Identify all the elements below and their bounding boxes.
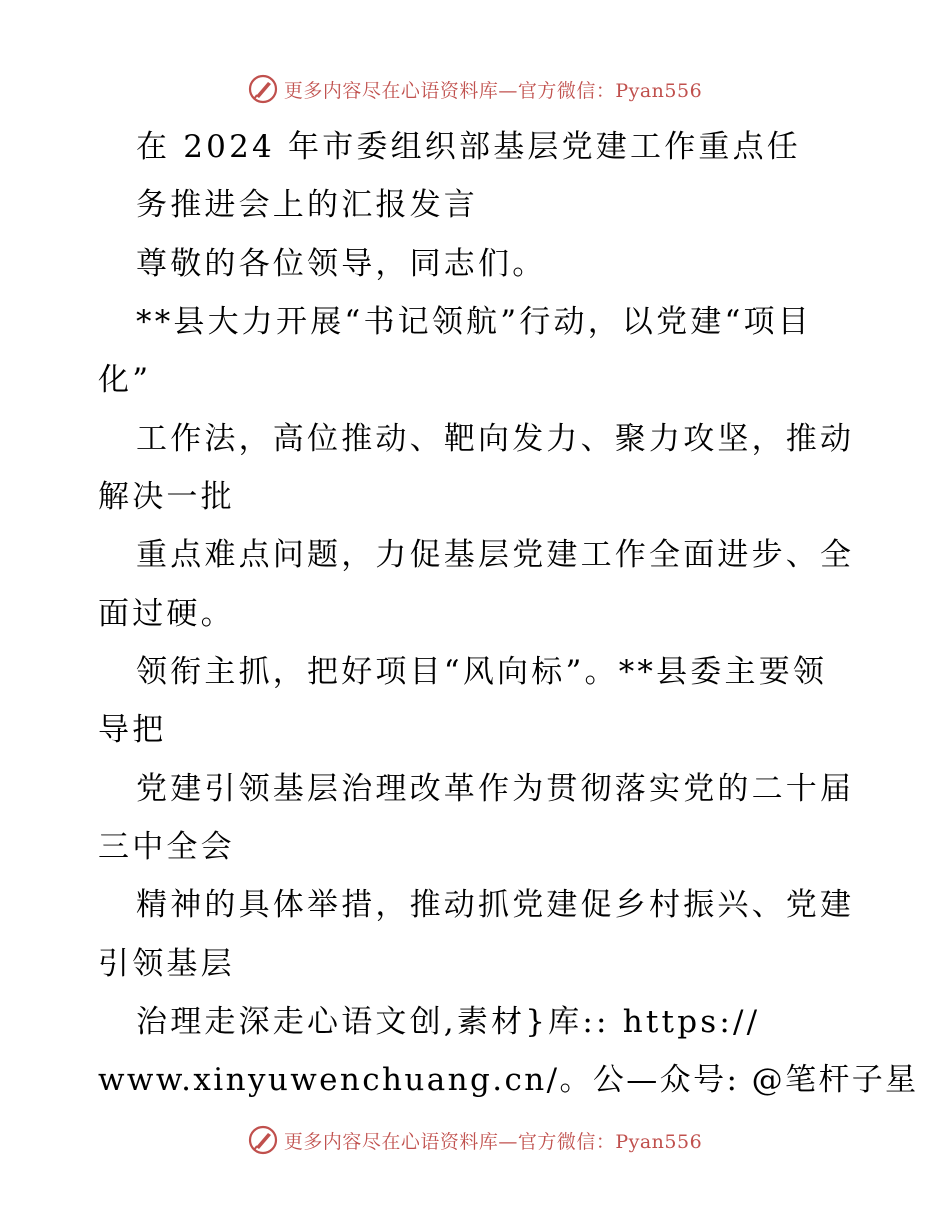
paragraph-line: 面过硬。 [98, 596, 235, 632]
paragraph-line: 引领基层 [98, 946, 235, 982]
footer-watermark [0, 1120, 950, 1160]
document-title-line-2: 务推进会上的汇报发言 [136, 187, 478, 223]
paragraph-line: 工作法，高位推动、靶向发力、聚力攻坚，推动 [136, 421, 855, 457]
footer-watermark-text: 更多内容尽在心语资料库—官方微信：Pyan556 [283, 1130, 703, 1153]
paragraph-line: **县大力开展“书记领航”行动，以党建“项目 [136, 304, 812, 340]
paragraph-line: 尊敬的各位领导，同志们。 [136, 246, 547, 282]
paragraph-line: 治理走深走心语文创,素材}库:: https:// [136, 1004, 761, 1040]
quill-pen-logo-icon [248, 1125, 278, 1155]
paragraph-line: 党建引领基层治理改革作为贯彻落实党的二十届 [136, 771, 855, 807]
paragraph-line: 解决一批 [98, 479, 235, 515]
paragraph-line: 领衔主抓，把好项目“风向标”。**县委主要领 [136, 654, 828, 690]
paragraph-line: 三中全会 [98, 829, 235, 865]
paragraph-line: www.xinyuwenchuang.cn/。公—众号: @笔杆子星 [98, 1062, 919, 1098]
paragraph-line: 重点难点问题，力促基层党建工作全面进步、全 [136, 537, 855, 573]
document-title-line-1: 在 2024 年市委组织部基层党建工作重点任 [136, 129, 801, 165]
paragraph-line: 化” [98, 362, 152, 398]
header-watermark-text: 更多内容尽在心语资料库—官方微信：Pyan556 [283, 79, 703, 102]
paragraph-line: 精神的具体举措，推动抓党建促乡村振兴、党建 [136, 887, 855, 923]
paragraph-line: 导把 [98, 712, 167, 748]
